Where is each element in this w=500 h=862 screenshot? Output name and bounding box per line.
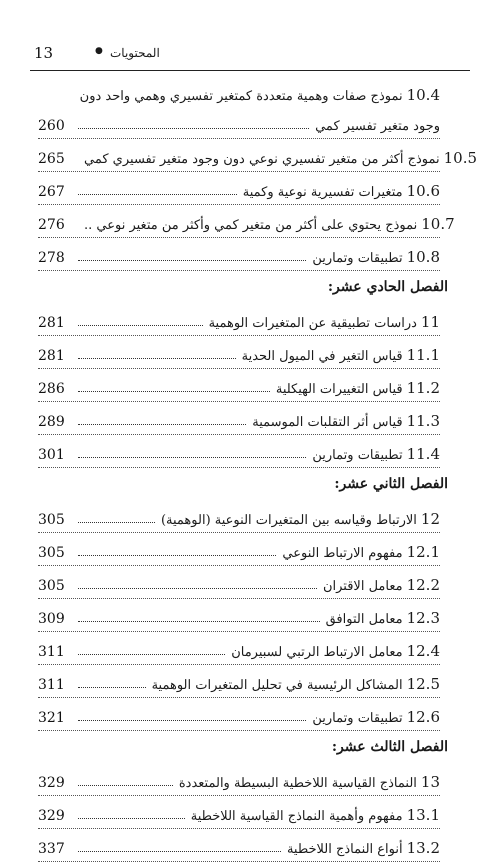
table-of-contents bbox=[38, 84, 478, 862]
chapter-heading: الفصل الثاني عشر: bbox=[334, 476, 448, 492]
page-header bbox=[30, 42, 470, 71]
toc-entry-title: مفهوم وأهمية النماذج القياسية اللاخطية bbox=[190, 809, 403, 824]
toc-entry-title: أنواع النماذج اللاخطية bbox=[286, 842, 403, 857]
toc-entry-number: 11.4 bbox=[406, 445, 440, 463]
toc-entry-number: 11 bbox=[420, 313, 440, 331]
dot-leader bbox=[78, 555, 276, 556]
toc-entry[interactable] bbox=[38, 402, 440, 435]
toc-entry-title: دراسات تطبيقية عن المتغيرات الوهمية bbox=[208, 316, 417, 331]
chapter-heading: الفصل الحادي عشر: bbox=[327, 279, 448, 295]
dot-leader bbox=[78, 260, 306, 261]
toc-entry[interactable] bbox=[38, 172, 440, 205]
toc-entry-number: 12 bbox=[420, 510, 440, 528]
toc-entry-page: 309 bbox=[38, 611, 65, 627]
toc-entry-title: نموذج صفات وهمية متعددة كمتغير تفسيري وهمي واحد دون bbox=[79, 89, 403, 104]
toc-entry-page: 267 bbox=[38, 184, 65, 200]
toc-entry-number: 11.3 bbox=[406, 412, 440, 430]
toc-entry[interactable] bbox=[38, 238, 440, 271]
chapter-heading: الفصل الثالث عشر: bbox=[331, 739, 448, 755]
toc-entry-title: قياس أثر التقلبات الموسمية bbox=[252, 415, 403, 430]
dot-leader bbox=[78, 424, 246, 425]
dot-leader bbox=[78, 325, 203, 326]
toc-entry-title: قياس التغير في الميول الحدية bbox=[241, 349, 403, 364]
toc-entry-page: 260 bbox=[38, 118, 65, 134]
toc-entry-number: 11.2 bbox=[406, 379, 440, 397]
toc-entry[interactable] bbox=[38, 566, 440, 599]
toc-entry-title: معامل الارتباط الرتبي لسبيرمان bbox=[231, 645, 403, 660]
toc-entry[interactable] bbox=[38, 336, 440, 369]
page-number: 13 bbox=[34, 44, 54, 62]
toc-entry-number: 12.6 bbox=[406, 708, 440, 726]
toc-entry[interactable] bbox=[38, 205, 455, 238]
toc-entry-page: 278 bbox=[38, 250, 65, 266]
toc-entry[interactable] bbox=[38, 533, 440, 566]
toc-entry-page: 305 bbox=[38, 545, 65, 561]
toc-entry[interactable] bbox=[38, 698, 440, 731]
dot-leader bbox=[78, 358, 236, 359]
toc-entry-number: 10.4 bbox=[406, 86, 440, 104]
dot-leader bbox=[78, 522, 155, 523]
toc-entry-title: تطبيقات وتمارين bbox=[312, 251, 403, 266]
toc-entry-title: نموذج أكثر من متغير تفسيري نوعي دون وجود متغير تفسيري كمي bbox=[84, 152, 440, 167]
toc-entry-number: 10.7 bbox=[421, 215, 455, 233]
toc-entry-number: 12.4 bbox=[406, 642, 440, 660]
toc-entry[interactable] bbox=[38, 139, 478, 172]
toc-entry-page: 276 bbox=[38, 217, 65, 233]
toc-entry-number: 12.2 bbox=[406, 576, 440, 594]
toc-entry-title: متغيرات تفسيرية نوعية وكمية bbox=[242, 185, 403, 200]
toc-entry-title: نموذج يحتوي على أكثر من متغير كمي وأكثر من متغير نوعي .. bbox=[84, 218, 418, 233]
toc-entry[interactable] bbox=[38, 632, 440, 665]
running-title: المحتويات bbox=[110, 46, 160, 60]
toc-entry-title: الارتباط وقياسه بين المتغيرات النوعية (الوهمية) bbox=[160, 513, 417, 528]
toc-entry-page: 305 bbox=[38, 578, 65, 594]
dot-leader bbox=[78, 785, 173, 786]
toc-entry[interactable] bbox=[38, 829, 440, 862]
toc-entry-number: 13 bbox=[420, 773, 440, 791]
toc-entry-page: 281 bbox=[38, 315, 65, 331]
toc-entry[interactable] bbox=[38, 435, 440, 468]
toc-entry[interactable] bbox=[38, 796, 440, 829]
toc-entry-number: 12.3 bbox=[406, 609, 440, 627]
toc-entry-number: 12.1 bbox=[406, 543, 440, 561]
dot-leader bbox=[78, 457, 306, 458]
toc-entry-number: 13.2 bbox=[406, 839, 440, 857]
toc-entry-page: 281 bbox=[38, 348, 65, 364]
dot-leader bbox=[78, 128, 309, 129]
dot-leader bbox=[78, 687, 146, 688]
toc-entry-title: تطبيقات وتمارين bbox=[312, 711, 403, 726]
toc-entry-page: 311 bbox=[38, 677, 65, 693]
toc-entry-title: معامل الاقتران bbox=[322, 579, 403, 594]
toc-entry[interactable] bbox=[38, 665, 440, 698]
toc-entry[interactable] bbox=[38, 763, 440, 796]
toc-entry-page: 301 bbox=[38, 447, 65, 463]
toc-entry-page: 329 bbox=[38, 775, 65, 791]
toc-entry-title: النماذج القياسية اللاخطية البسيطة والمتعددة bbox=[178, 776, 417, 791]
toc-entry-page: 289 bbox=[38, 414, 65, 430]
toc-entry[interactable] bbox=[38, 500, 440, 533]
toc-entry-title: قياس التغييرات الهيكلية bbox=[275, 382, 403, 397]
toc-entry-page: 265 bbox=[38, 151, 65, 167]
toc-entry-page: 305 bbox=[38, 512, 65, 528]
dot-leader bbox=[78, 391, 270, 392]
dot-leader bbox=[78, 851, 281, 852]
toc-entry[interactable] bbox=[38, 84, 440, 139]
toc-entry-number: 11.1 bbox=[406, 346, 440, 364]
toc-entry[interactable] bbox=[38, 599, 440, 632]
dot-leader bbox=[78, 720, 306, 721]
toc-entry-number: 10.6 bbox=[406, 182, 440, 200]
dot-leader bbox=[78, 621, 320, 622]
dot-leader bbox=[78, 588, 317, 589]
toc-entry[interactable] bbox=[38, 303, 440, 336]
toc-entry-number: 12.5 bbox=[406, 675, 440, 693]
toc-entry-page: 286 bbox=[38, 381, 65, 397]
toc-entry-title: المشاكل الرئيسية في تحليل المتغيرات الوهمية bbox=[151, 678, 403, 693]
toc-entry-title-continued: وجود متغير تفسير كمي bbox=[315, 119, 440, 134]
dot-leader bbox=[78, 818, 185, 819]
dot-leader bbox=[78, 194, 237, 195]
dot-leader bbox=[78, 654, 225, 655]
toc-entry-page: 337 bbox=[38, 841, 65, 857]
toc-entry-page: 311 bbox=[38, 644, 65, 660]
toc-entry[interactable] bbox=[38, 369, 440, 402]
toc-entry-page: 321 bbox=[38, 710, 65, 726]
toc-entry-number: 10.5 bbox=[443, 149, 478, 167]
bullet-separator: ● bbox=[95, 46, 103, 56]
toc-entry-number: 10.8 bbox=[406, 248, 440, 266]
toc-entry-title: تطبيقات وتمارين bbox=[312, 448, 403, 463]
toc-entry-page: 329 bbox=[38, 808, 65, 824]
toc-entry-title: معامل التوافق bbox=[325, 612, 403, 627]
toc-entry-title: مفهوم الارتباط النوعي bbox=[282, 546, 403, 561]
toc-entry-number: 13.1 bbox=[406, 806, 440, 824]
